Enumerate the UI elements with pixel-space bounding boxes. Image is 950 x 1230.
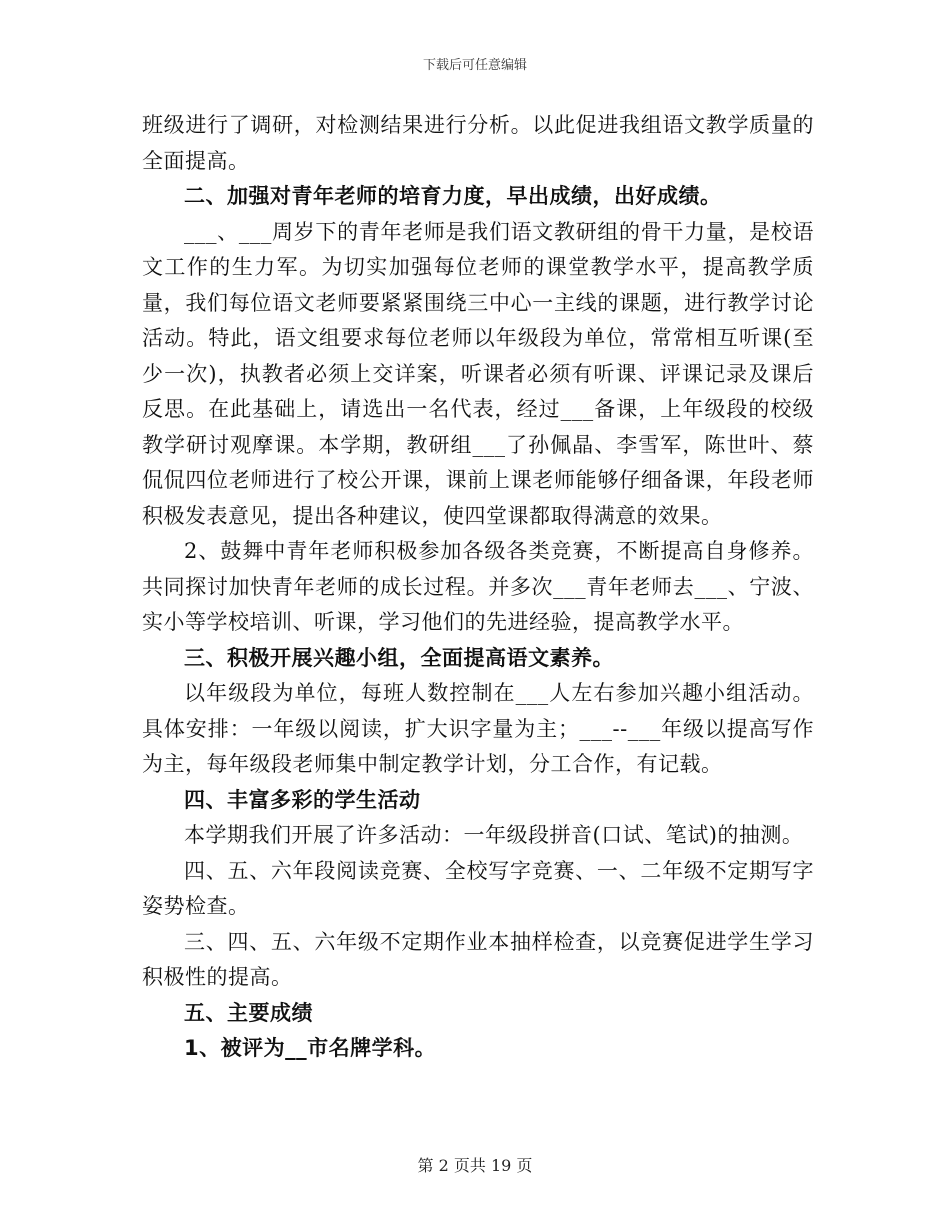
paragraph-intro-continuation: 班级进行了调研，对检测结果进行分析。以此促进我组语文教学质量的全面提高。 (142, 113, 814, 173)
page-footer: 第 2 页共 19 页 (417, 1156, 533, 1175)
paragraph-activities-3: 三、四、五、六年级不定期作业本抽样检查，以竞赛促进学生学习积极性的提高。 (142, 929, 814, 989)
section-heading-5: 五、主要成绩 (184, 1000, 313, 1025)
section-heading-4: 四、丰富多彩的学生活动 (184, 787, 421, 812)
paragraph-competitions: 2、鼓舞中青年老师积极参加各级各类竞赛，不断提高自身修养。共同探讨加快青年老师的成长过程。并多次___青年老师去___、宁波、实小等学校培训、听课，学习他们的先进经验，提高教学水平。 (142, 539, 814, 634)
section-heading-3: 三、积极开展兴趣小组，全面提高语文素养。 (184, 645, 614, 670)
page-header: 下载后可任意编辑 (422, 58, 527, 73)
section-heading-2: 二、加强对青年老师的培育力度，早出成绩，出好成绩。 (184, 184, 722, 208)
paragraph-activities-2: 四、五、六年段阅读竞赛、全校写字竞赛、一、二年级不定期写字姿势检查。 (142, 858, 814, 918)
achievement-item-1: 1、被评为__市名牌学科。 (184, 1036, 437, 1060)
paragraph-interest-groups: 以年级段为单位，每班人数控制在___人左右参加兴趣小组活动。具体安排：一年级以阅读，扩大识字量为主；___--___年级以提高写作为主，每年级段老师集中制定教学计划，分工合作，有记载。 (142, 681, 814, 776)
paragraph-activities-1: 本学期我们开展了许多活动：一年级段拼音(口试、笔试)的抽测。 (184, 823, 804, 847)
paragraph-young-teachers: ___、___周岁下的青年老师是我们语文教研组的骨干力量，是校语文工作的生力军。为切实加强每位老师的课堂教学水平，提高教学质量，我们每位语文老师要紧紧围绕三中心一主线的课题，进行教学讨论活动。特此，语文组要求每位老师以年级段为单位，常常相互听课(至少一次)，执教者必须上交详案，听课者必须有听课、评课记录及课后反思。在此基础上，请选出一名代表，经过___备课，上年级段的校级教学研讨观摩课。本学期，教研组___了孙佩晶、李雪军，陈世叶、蔡侃侃四位老师进行了校公开课，课前上课老师能够仔细备课，年段老师积极发表意见，提出各种建议，使四堂课都取得满意的效果。 (142, 219, 814, 528)
document-body (142, 108, 814, 1067)
